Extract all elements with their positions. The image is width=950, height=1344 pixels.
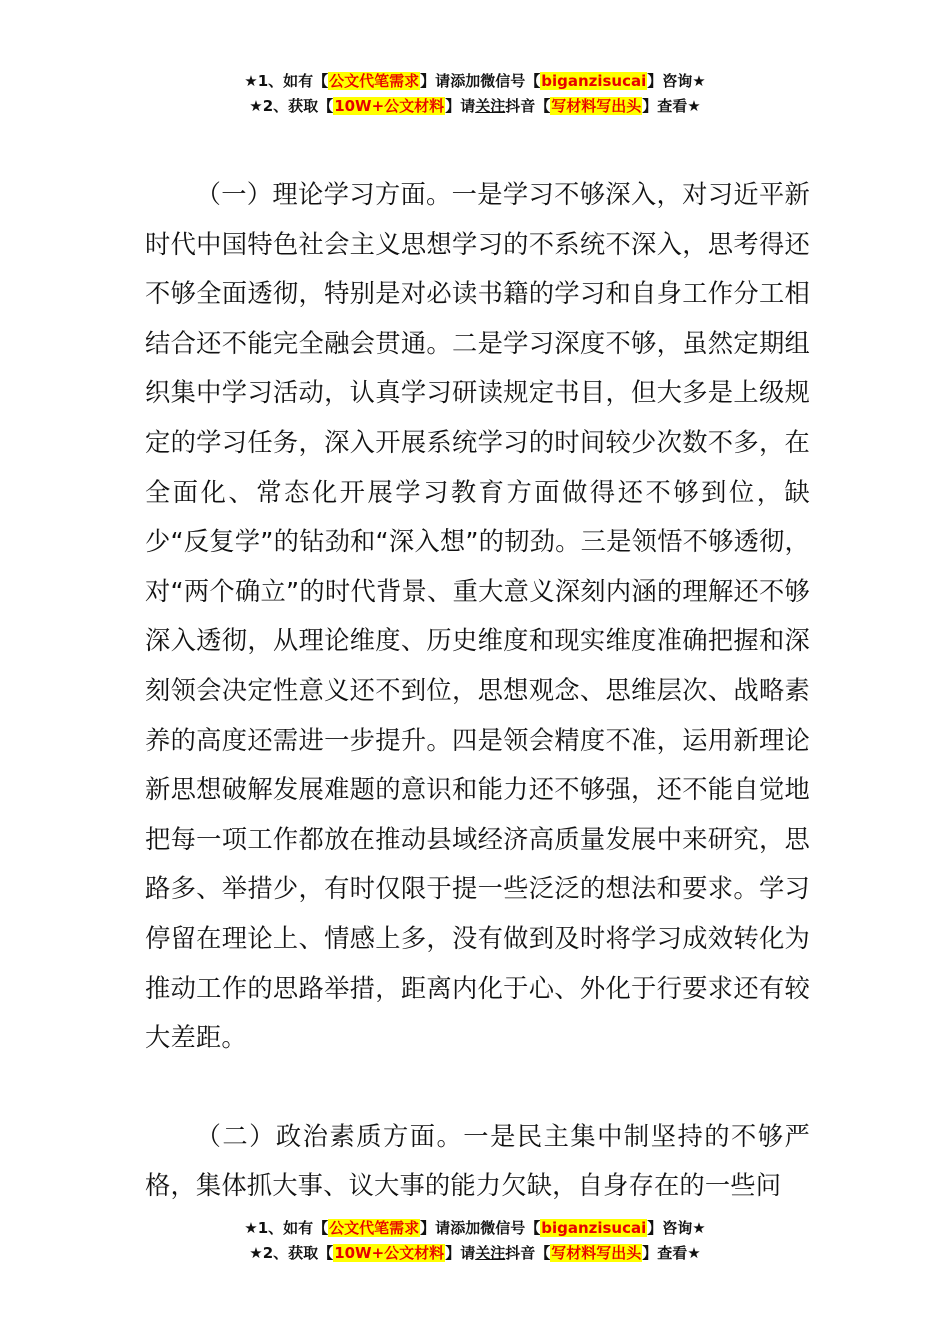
highlight-materials: 10W+公文材料 — [334, 1244, 445, 1262]
highlight-wechat-id: biganzisucai — [541, 1219, 647, 1237]
promo-text: ★1、如有【 — [244, 72, 329, 90]
promo-text: 】查看★ — [642, 97, 701, 115]
promo-line-1 — [0, 69, 950, 94]
promo-emphasis: 添加 — [450, 1219, 481, 1237]
promo-text: 】请 — [420, 72, 451, 90]
paragraph-political-quality: （二）政治素质方面。一是民主集中制坚持的不够严格，集体抓大事、议大事的能力欠缺，自身存在的一些问 — [145, 1121, 810, 1201]
promo-line-2 — [0, 1241, 950, 1266]
promo-line-1 — [0, 1216, 950, 1241]
promo-text: 】咨询★ — [647, 1219, 706, 1237]
paragraph-theory-study: （一）理论学习方面。一是学习不够深入，对习近平新时代中国特色社会主义思想学习的不系统不深入，思考得还不够全面透彻，特别是对必读书籍的学习和自身工作分工相结合还不能完全融会贯通。二是学习深度不够，虽然定期组织集中学习活动，认真学习研读规定书目，但大多是上级规定的学习任务，深入开展系统学习的时间较少次数不多，在全面化、常态化开展学习教育方面做得还不够到位，缺少“反复学”的钻劲和“深入想”的韧劲。三是领悟不够透彻，对“两个确立”的时代背景、重大意义深刻内涵的理解还不够深入透彻，从理论维度、历史维度和现实维度准确把握和深刻领会决定性意义还不到位，思想观念、思维层次、战略素养的高度还需进一步提升。四是领会精度不准，运用新理论新思想破解发展难题的意识和能力还不够强，还不能自觉地把每一项工作都放在推动县域经济高质量发展中来研究，思路多、举措少，有时仅限于提一些泛泛的想法和要求。学习停留在理论上、情感上多，没有做到及时将学习成效转化为推动工作的思路举措，距离内化于心、外化于行要求还有较大差距。 — [145, 180, 810, 1053]
promo-text: ★1、如有【 — [244, 1219, 329, 1237]
promo-emphasis: 添加 — [450, 72, 481, 90]
promo-text: 】咨询★ — [647, 72, 706, 90]
promo-text: 微信号【 — [480, 1219, 541, 1237]
promo-text: 抖音【 — [505, 1244, 551, 1262]
promo-text: 】查看★ — [642, 1244, 701, 1262]
highlight-service: 公文代笔需求 — [329, 72, 420, 90]
promo-text: 】请 — [420, 1219, 451, 1237]
promo-banner-top — [0, 69, 950, 119]
document-body — [145, 170, 810, 1211]
promo-text: 】请 — [445, 97, 476, 115]
highlight-douyin-account: 写材料写出头 — [551, 1244, 642, 1262]
promo-text: ★2、获取【 — [249, 97, 334, 115]
highlight-douyin-account: 写材料写出头 — [551, 97, 642, 115]
promo-line-2 — [0, 94, 950, 119]
promo-text: 抖音【 — [505, 97, 551, 115]
highlight-service: 公文代笔需求 — [329, 1219, 420, 1237]
highlight-materials: 10W+公文材料 — [334, 97, 445, 115]
promo-text: 】请 — [445, 1244, 476, 1262]
promo-text: 微信号【 — [480, 72, 541, 90]
highlight-wechat-id: biganzisucai — [541, 72, 647, 90]
promo-banner-bottom — [0, 1216, 950, 1266]
promo-emphasis: 关注 — [475, 97, 506, 115]
promo-emphasis: 关注 — [475, 1244, 506, 1262]
promo-text: ★2、获取【 — [249, 1244, 334, 1262]
